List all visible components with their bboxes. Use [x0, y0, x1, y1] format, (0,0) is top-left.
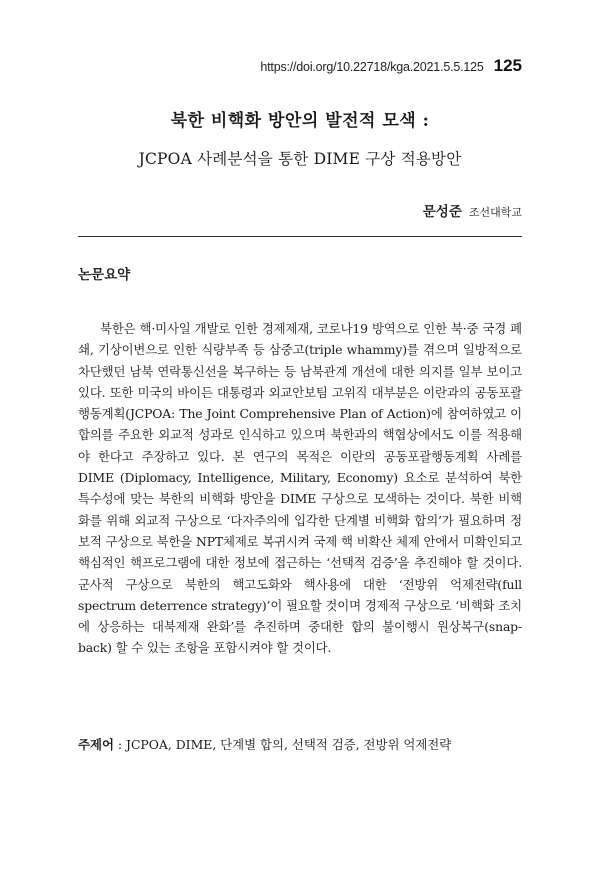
keywords-line — [78, 734, 522, 755]
author-line — [423, 200, 522, 220]
abstract-heading: 논문요약 — [78, 267, 131, 283]
keywords-label: 주제어 — [78, 737, 114, 752]
paper-subtitle: JCPOA 사례분석을 통한 DIME 구상 적용방안 — [138, 150, 462, 168]
abstract-body: 북한은 핵·미사일 개발로 인한 경제제재, 코로나19 방역으로 인한 북·중 국경 폐쇄, 기상이변으로 인한 식량부족 등 삼중고(triple whammy)를 겪으며 일방적으로 차단했던 남북 연락통신선을 복구하는 등 남북관계 개선에 대한 의지를 일부 보이고 있다. 또한 미국의 바이든 대통령과 외교안보팀 고위직 대부분은 이란과의 공동포괄행동계획(JCPOA: The Joint Comprehensive Plan of Action)에 참여하였고 이 합의를 주요한 외교적 성과로 인식하고 있으며 북한과의 핵협상에서도 이를 적용해야 한다고 주장하고 있다. 본 연구의 목적은 이란의 공동포괄행동계획 사례를 DIME (Diplomacy, Intelligence, Military, Economy) 요소로 분석하여 북한 특수성에 맞는 북한의 비핵화 방안을 DIME 구상으로 모색하는 것이다. 북한 비핵화를 위해 외교적 구상으로 ‘다자주의에 입각한 단계별 비핵화 합의’가 필요하며 정보적 구상으로 북한을 NPT체제로 복귀시켜 국제 핵 비확산 체제 안에서 미확인되고 핵심적인 핵프로그램에 대한 정보에 접근하는 ‘선택적 검증’을 추진해야 할 것이다. 군사적 구상으로 북한의 핵고도화와 핵사용에 대한 ‘전방위 억제전략(full spectrum deterrence strategy)’이 필요할 것이며 경제적 구상으로 ‘비핵화 조치에 상응하는 대북제재 완화’를 추진하며 중대한 합의 불이행시 원상복구(snap-back) 할 수 있는 조항을 포함시켜야 할 것이다. — [78, 321, 522, 656]
paper-title: 북한 비핵화 방안의 발전적 모색 : — [170, 111, 430, 131]
page-number: 125 — [493, 56, 522, 75]
divider — [78, 236, 522, 237]
author-name: 문성준 — [422, 204, 462, 220]
page-header — [78, 56, 522, 76]
keywords-value: JCPOA, DIME, 단계별 합의, 선택적 검증, 전방위 억제전략 — [125, 737, 452, 752]
doi-link[interactable]: https://doi.org/10.22718/kga.2021.5.5.125 — [260, 60, 484, 74]
author-affiliation: 조선대학교 — [468, 206, 522, 219]
keywords-separator: : — [113, 737, 126, 752]
